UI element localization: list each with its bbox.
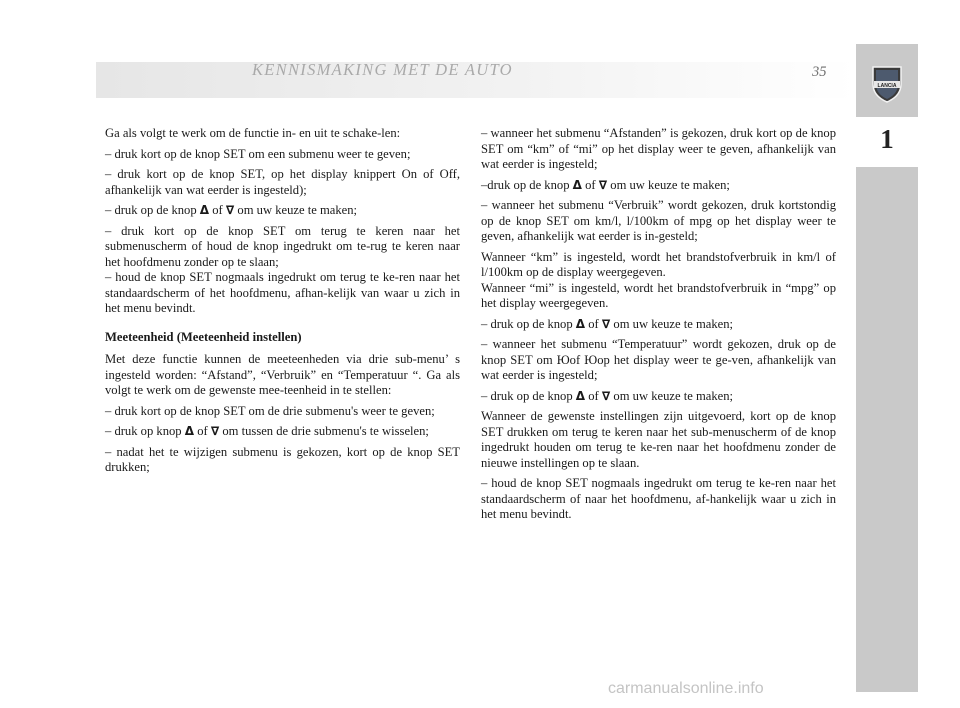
paragraph: – druk kort op de knop SET om de drie submenu's weer te geven; [105, 403, 435, 418]
paragraph: – wanneer het submenu “Verbruik” wordt gekozen, druk kortstondig op de knop SET om km/l, l/100km of mpg op het display weer te geven, afhankelijk wat eerder is in-gesteld; [481, 198, 836, 243]
paragraph: Wanneer “km” is ingesteld, wordt het brandstofverbruik in km/l of l/100km op de display weergegeven. [481, 249, 836, 279]
section-heading: Meeteenheid (Meeteenheid instellen) [105, 329, 302, 344]
paragraph: –druk op de knop Δ of ∇ om uw keuze te maken; [481, 177, 730, 192]
paragraph: – druk kort op de knop SET, op het display knippert On of Off, afhankelijk van wat eerder is ingesteld); [105, 167, 460, 197]
up-arrow-icon: Δ [572, 177, 582, 192]
down-arrow-icon: ∇ [601, 388, 611, 403]
paragraph: – druk op de knop Δ of ∇ om uw keuze te maken; [481, 388, 734, 403]
paragraph: – druk op knop Δ of ∇ om tussen de drie submenu's te wisselen; [105, 424, 429, 438]
paragraph: – druk kort op de knop SET om een submenu weer te geven; [105, 146, 411, 161]
paragraph: – druk op de knop Δ of ∇ om uw keuze te maken; [105, 203, 358, 217]
chapter-number: 1 [880, 124, 894, 154]
down-arrow-icon: ∇ [210, 424, 220, 438]
paragraph: – houd de knop SET nogmaals ingedrukt om terug te ke-ren naar het standaardscherm of het hoofdmenu, afhan-kelijk van waar u zich in het menu bevindt. [105, 270, 460, 315]
down-arrow-icon: ∇ [601, 316, 611, 331]
paragraph: – houd de knop SET nogmaals ingedrukt om terug te ke-ren naar het standaardscherm of naar het hoofdmenu, af-hankelijk waar u zich in het menu bevindt. [481, 476, 836, 521]
lancia-logo-icon [869, 64, 905, 104]
down-arrow-icon: ∇ [225, 203, 235, 217]
up-arrow-icon: Δ [199, 203, 210, 217]
down-arrow-icon: ∇ [598, 177, 608, 192]
page-header-title: KENNISMAKING MET DE AUTO [252, 60, 513, 79]
paragraph: Ga als volgt te werk om de functie in- en uit te schake-len: [105, 126, 401, 140]
paragraph: Wanneer de gewenste instellingen zijn uitgevoerd, kort op de knop SET drukken om terug te keren naar het sub-menuscherm of de knop ingedrukt houden om terug te ke-ren naar het hoofdmenu zonder de nieuwe instellingen op te slaan. [481, 409, 836, 470]
up-arrow-icon: Δ [575, 316, 586, 331]
paragraph: – nadat het te wijzigen submenu is gekozen, kort op de knop SET drukken; [105, 444, 460, 474]
paragraph: – druk op de knop Δ of ∇ om uw keuze te maken; [481, 316, 734, 331]
up-arrow-icon: Δ [184, 424, 195, 438]
left-column [105, 126, 460, 481]
paragraph: – druk kort op de knop SET om terug te keren naar het submenuscherm of houd de knop ingedrukt om te-rug te keren naar het hoofdmenu zonder op te slaan; [105, 223, 460, 269]
up-arrow-icon: Δ [575, 388, 586, 403]
paragraph: Wanneer “mi” is ingesteld, wordt het brandstofverbruik in “mpg” op het display weergegeven. [481, 280, 836, 310]
paragraph: – wanneer het submenu “Afstanden” is gekozen, druk kort op de knop SET om “km” of “mi” op het display weer te geven, afhankelijk van wat eerder is ingesteld; [481, 126, 836, 171]
logo-text: LANCIA [877, 83, 897, 89]
paragraph: – wanneer het submenu “Temperatuur” wordt gekozen, druk op de knop SET om Юof Юop het display weer te ge-ven, afhankelijk van wat eerder is ingesteld; [481, 337, 836, 382]
paragraph: Met deze functie kunnen de meeteenheden via drie sub-menu’ s ingesteld worden: “Afstand”, “Verbruik” en “Temperatuur “. Ga als volgt te werk om de gewenste mee-teenheid in te stellen: [105, 352, 460, 397]
right-column [481, 126, 836, 528]
page-number: 35 [812, 64, 827, 80]
watermark: carmanualsonline.info [608, 680, 764, 697]
